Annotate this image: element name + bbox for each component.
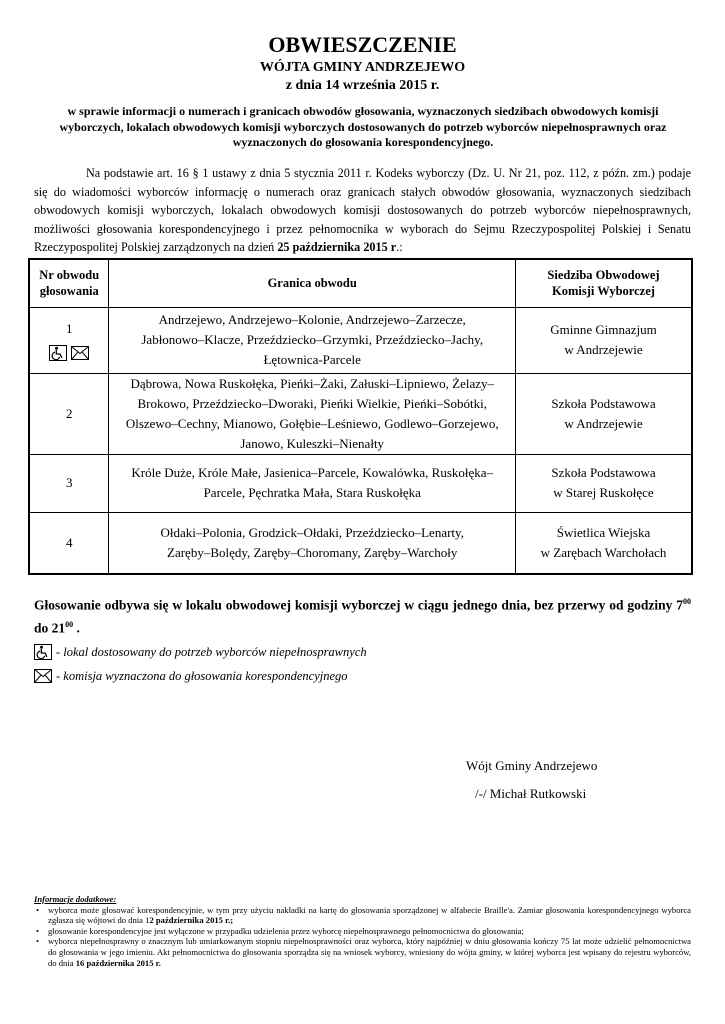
voting-connector: do — [34, 620, 49, 635]
intro-text: Na podstawie art. 16 § 1 ustawy z dnia 5 stycznia 2011 r. Kodeks wyborczy (Dz. U. Nr 21, poz. 112, z późn. zm.) podaje się do wiadomości wyborców informację o numerach oraz granicach stałych obwodów głosowania, wyznaczonych siedzibach obwodowych komisji wyborczych, lokalach obwodowych komisji dostosowanych do potrzeb wyborców niepełnosprawnych, możliwości głosowania korespondencyjnego i przez pełnomocnika w wyborach do Sejmu Rzeczypospolitej Polskiej i Senatu Rzeczypospolitej Polskiej zarządzonych na dzień — [34, 166, 691, 254]
wheelchair-icon — [49, 345, 67, 361]
end-punct: . — [76, 620, 80, 635]
district-nr-cell — [29, 307, 109, 373]
boundary-cell: Ołdaki–Polonia, Grodzick–Ołdaki, Przeździecko–Lenarty, Zaręby–Bolędy, Zaręby–Choromany, Zaręby–Warchoły — [109, 512, 516, 574]
subject: w sprawie informacji o numerach i granicach obwodów głosowania, wyznaczonych siedzibach obwodowych komisji wyborczych, lokalach obwodowych komisji wyborczych dostosowanych do potrzeb wyborców niepełnosprawnych oraz wyznaczonych do głosowania korespondencyjnego. — [59, 104, 667, 149]
list-item: • głosowanie korespondencyjne jest wyłączone w przypadku udzielenia przez wyborcę niepełnosprawnego pełnomocnictwa do głosowania; — [34, 926, 691, 937]
table-row — [29, 512, 692, 574]
document-title: OBWIESZCZENIE — [268, 32, 457, 57]
end-min: 00 — [65, 619, 74, 629]
start-min: 00 — [683, 597, 692, 606]
signature-name: /-/ Michał Rutkowski — [475, 786, 587, 801]
district-nr: 3 — [29, 454, 109, 512]
seat-line1: Szkoła Podstawowa — [551, 395, 656, 411]
footer-item3-date: 16 października 2015 r. — [75, 957, 161, 968]
issue-date: z dnia 14 września 2015 r. — [285, 78, 440, 93]
district-nr: 4 — [29, 512, 109, 574]
table-row — [29, 373, 692, 454]
districts-table — [28, 258, 693, 575]
boundary-cell: Króle Duże, Króle Małe, Jasienica–Parcele, Kowalówka, Ruskołęka–Parcele, Pęchratka Mała, Stara Ruskołęka — [109, 454, 516, 512]
seat-cell — [515, 454, 692, 512]
end-hour: 21 — [51, 620, 66, 635]
table-header-row — [29, 259, 692, 307]
district-nr: 2 — [29, 373, 109, 454]
list-item — [34, 936, 691, 968]
seat-line1: Gminne Gimnazjum — [550, 322, 657, 337]
seat-line1: Świetlica Wiejska — [556, 524, 651, 540]
envelope-icon — [34, 668, 52, 684]
legend-postal-text: - komisja wyznaczona do głosowania korespondencyjnego — [56, 668, 348, 683]
footer-item1-date: 2 października 2015 r.; — [149, 915, 234, 926]
envelope-icon — [71, 345, 89, 361]
table-row — [29, 454, 692, 512]
voting-hours — [34, 592, 691, 637]
voting-text: Głosowanie odbywa się w lokalu obwodowej komisji wyborczej w ciągu jednego dnia, bez przerwy od godziny — [34, 597, 673, 613]
seat-line2: w Andrzejewie — [564, 342, 643, 357]
seat-line2: w Andrzejewie — [564, 415, 643, 431]
wheelchair-icon — [34, 644, 52, 660]
boundary-cell: Andrzejewo, Andrzejewo–Kolonie, Andrzejewo–Zarzecze, Jabłonowo–Klacze, Przeździecko–Grzymki, Przeździecko–Jachy, Łętownica-Parcele — [109, 307, 516, 373]
footer-heading: Informacje dodatkowe: — [34, 894, 117, 904]
issuer: WÓJTA GMINY ANDRZEJEWO — [259, 60, 466, 75]
footer-item3-text: wyborca niepełnosprawny o znacznym lub umiarkowanym stopniu niepełnosprawności oraz wyborca, który najpóźniej w dniu głosowania kończy 75 lat może udzielić pełnomocnictwa do głosowania w jego imieniu. Akt pełnomocnictwa do głosowania sporządza się na wniosek wyborcy, wniesiony do wójta gminy, w której wyborca jest wpisany do rejestru wyborców, do dnia — [48, 936, 691, 968]
additional-info — [34, 894, 691, 968]
header-boundary: Granica obwodu — [109, 259, 516, 307]
footer-list — [34, 905, 691, 969]
intro-suffix: .: — [396, 240, 403, 254]
header-nr: Nr obwodu głosowania — [29, 259, 109, 307]
legend-accessible — [34, 644, 367, 660]
table-row — [29, 307, 692, 373]
seat-line1: Szkoła Podstawowa — [551, 465, 656, 480]
seat-cell — [515, 373, 692, 454]
start-hour: 7 — [676, 597, 684, 613]
footer-item1-text: wyborca może głosować korespondencyjnie, w tym przy użyciu nakładki na kartę do głosowania sporządzonej w alfabecie Braille'a. Zamiar głosowania korespondencyjnego wyborca zgłasza się wójtowi do dnia 1 — [48, 904, 691, 926]
row-icons — [30, 345, 108, 361]
signature-role: Wójt Gminy Andrzejewo — [466, 758, 598, 773]
list-item — [34, 905, 691, 926]
seat-cell — [515, 307, 692, 373]
boundary-cell: Dąbrowa, Nowa Ruskołęka, Pieńki–Żaki, Załuski–Lipniewo, Żelazy–Brokowo, Przeździecko–Dworaki, Pieńki Wielkie, Pieńki–Sobótki, Olszewo–Cechny, Mianowo, Gołębie–Leśniewo, Godlewo–Gorzejewo, Janowo, Kuleszki–Nienałty — [109, 373, 516, 454]
seat-line2: w Zarębach Warchołach — [540, 544, 667, 560]
header-seat: Siedziba Obwodowej Komisji Wyborczej — [515, 259, 692, 307]
district-nr: 1 — [65, 321, 73, 336]
legend-accessible-text: - lokal dostosowany do potrzeb wyborców niepełnosprawnych — [56, 644, 367, 659]
seat-cell — [515, 512, 692, 574]
election-date: 25 października 2015 r — [277, 240, 397, 254]
legend-postal — [34, 668, 348, 684]
seat-line2: w Starej Ruskołęce — [553, 485, 654, 500]
intro-paragraph — [34, 164, 691, 257]
